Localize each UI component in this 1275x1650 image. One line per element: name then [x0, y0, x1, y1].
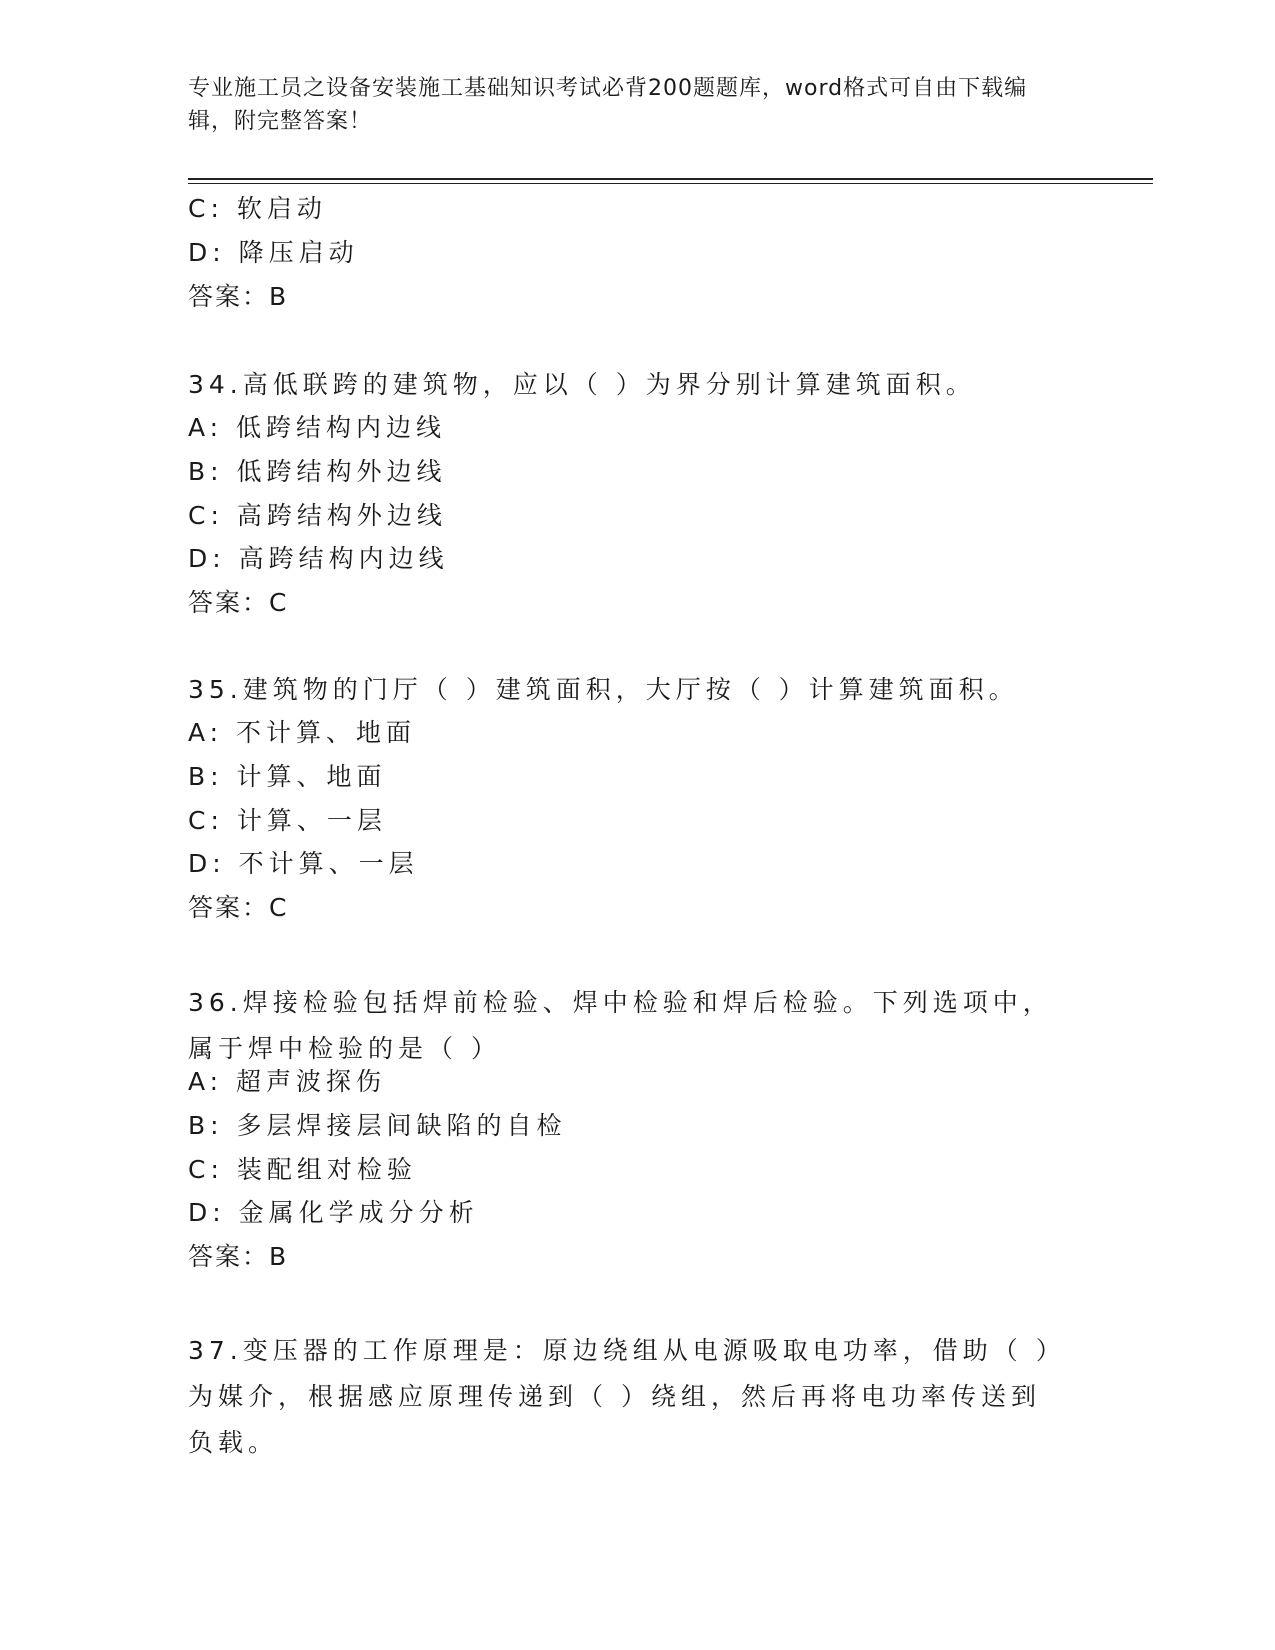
question-stem: 34.高低联跨的建筑物，应以（ ）为界分别计算建筑面积。 — [188, 370, 976, 399]
option-b: B: 计算、地面 — [188, 762, 387, 791]
option-a: A: 超声波探伤 — [188, 1067, 387, 1096]
option-d: D: 金属化学成分分析 — [188, 1198, 479, 1227]
header-divider-thin — [188, 183, 1153, 184]
answer-line: 答案：B — [188, 1242, 289, 1271]
question-stem: 37.变压器的工作原理是：原边绕组从电源吸取电功率，借助（ ）为媒介，根据感应原理传递到（ ）绕组，然后再将电功率传送到负载。 — [188, 1336, 1066, 1457]
option-c: C: 装配组对检验 — [188, 1155, 417, 1184]
option-c: C: 高跨结构外边线 — [188, 501, 447, 530]
question-stem: 35.建筑物的门厅（ ）建筑面积，大厅按（ ）计算建筑面积。 — [188, 675, 1019, 704]
option-b: B: 多层焊接层间缺陷的自检 — [188, 1111, 567, 1140]
option-c: C: 软启动 — [188, 194, 327, 223]
option-c: C: 计算、一层 — [188, 806, 387, 835]
option-d: D: 降压启动 — [188, 238, 359, 267]
option-d: D: 高跨结构内边线 — [188, 544, 449, 573]
header-divider — [188, 178, 1153, 180]
option-d: D: 不计算、一层 — [188, 849, 419, 878]
document-header: 专业施工员之设备安装施工基础知识考试必背200题题库，word格式可自由下载编辑，附完整答案！ — [188, 76, 1028, 134]
answer-line: 答案：C — [188, 588, 289, 617]
answer-line: 答案：B — [188, 282, 289, 311]
option-b: B: 低跨结构外边线 — [188, 457, 447, 486]
option-a: A: 低跨结构内边线 — [188, 413, 447, 442]
question-stem: 36.焊接检验包括焊前检验、焊中检验和焊后检验。下列选项中，属于焊中检验的是（ ） — [188, 988, 1053, 1063]
answer-line: 答案：C — [188, 893, 289, 922]
option-a: A: 不计算、地面 — [188, 718, 417, 747]
